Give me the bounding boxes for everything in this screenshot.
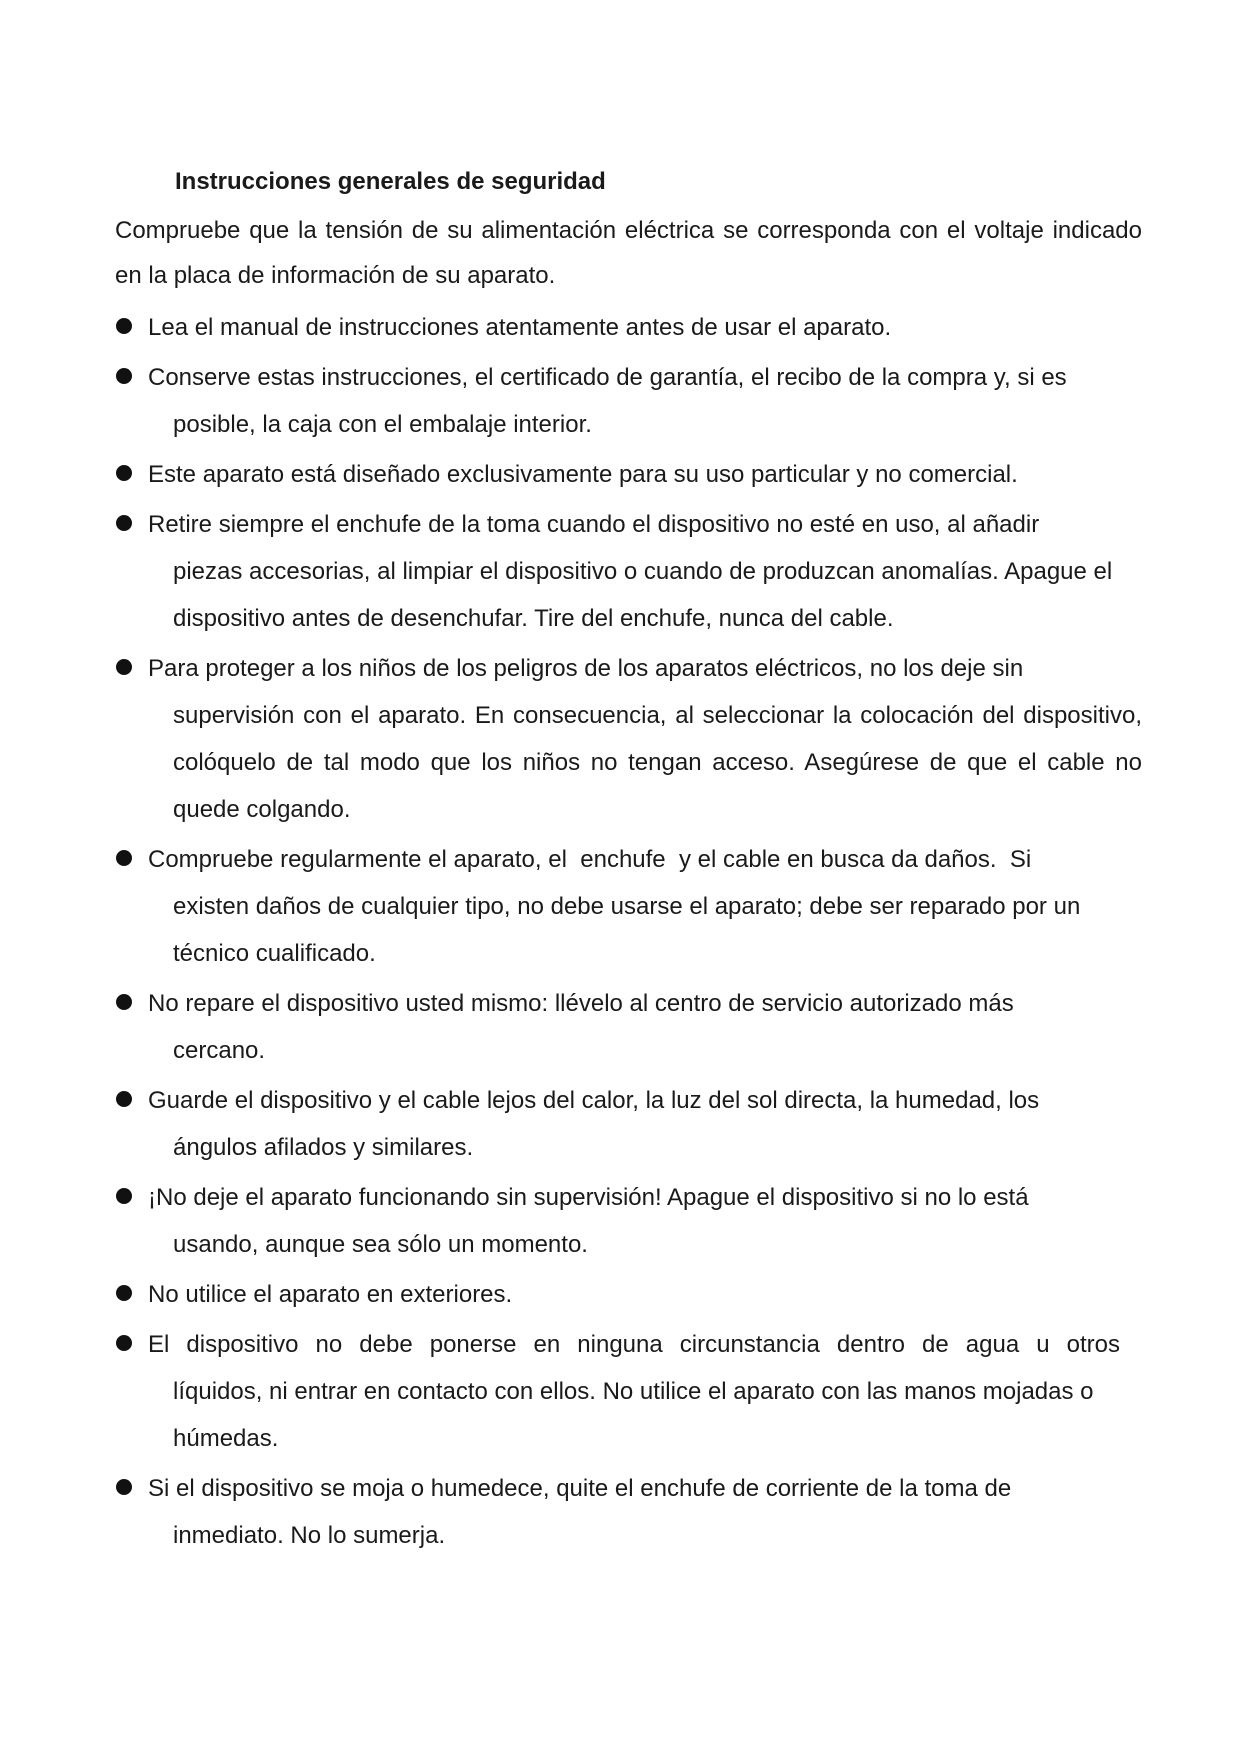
list-item-text: ¡No deje el aparato funcionando sin supervisión! Apague el dispositivo si no lo está — [148, 1184, 1029, 1211]
list-item-continuation: líquidos, ni entrar en contacto con ellos. No utilice el aparato con las manos mojadas o húmedas. — [173, 1378, 1094, 1452]
list-item-text: No utilice el aparato en exteriores. — [148, 1281, 513, 1308]
list-item-text: Lea el manual de instrucciones atentamente antes de usar el aparato. — [148, 314, 892, 341]
list-item — [115, 1465, 1142, 1559]
list-item — [115, 451, 1142, 498]
list-item — [115, 645, 1142, 833]
list-item — [115, 501, 1142, 642]
list-item — [115, 354, 1142, 448]
bullet-icon — [116, 368, 132, 384]
list-item-continuation: existen daños de cualquier tipo, no debe usarse el aparato; debe ser reparado por un técnico cualificado. — [173, 893, 1081, 967]
list-item-text: Este aparato está diseñado exclusivamente para su uso particular y no comercial. — [148, 461, 1018, 488]
document-page — [115, 160, 1142, 1562]
safety-instructions-list — [115, 304, 1142, 1559]
bullet-icon — [116, 850, 132, 866]
list-item-text: Si el dispositivo se moja o humedece, quite el enchufe de corriente de la toma de — [148, 1475, 1012, 1502]
list-item-continuation: cercano. — [173, 1037, 266, 1064]
list-item — [115, 980, 1142, 1074]
bullet-icon — [116, 1091, 132, 1107]
list-item — [115, 304, 1142, 351]
bullet-icon — [116, 465, 132, 481]
list-item-text: El dispositivo no debe ponerse en ninguna circunstancia dentro de agua u otros — [148, 1331, 1120, 1358]
bullet-icon — [116, 659, 132, 675]
list-item-text: Compruebe regularmente el aparato, el enchufe y el cable en busca da daños. Si — [148, 846, 1032, 873]
list-item-text: Guarde el dispositivo y el cable lejos del calor, la luz del sol directa, la humedad, los — [148, 1087, 1040, 1114]
list-item-continuation: piezas accesorias, al limpiar el dispositivo o cuando de produzcan anomalías. Apague el dispositivo antes de desenchufar. Tire del enchufe, nunca del cable. — [173, 558, 1113, 632]
list-item-text: Para proteger a los niños de los peligros de los aparatos eléctricos, no los deje sin — [148, 655, 1024, 682]
list-item-continuation: posible, la caja con el embalaje interior. — [173, 411, 592, 438]
bullet-icon — [116, 515, 132, 531]
bullet-icon — [116, 1188, 132, 1204]
list-item-continuation: usando, aunque sea sólo un momento. — [173, 1231, 588, 1258]
intro-paragraph: Compruebe que la tensión de su alimentación eléctrica se corresponda con el voltaje indicado en la placa de información de su aparato. — [115, 217, 1142, 289]
bullet-icon — [116, 318, 132, 334]
list-item-text: Retire siempre el enchufe de la toma cuando el dispositivo no esté en uso, al añadir — [148, 511, 1040, 538]
list-item-text: Conserve estas instrucciones, el certificado de garantía, el recibo de la compra y, si es — [148, 364, 1067, 391]
list-item — [115, 1077, 1142, 1171]
bullet-icon — [116, 1335, 132, 1351]
list-item-text: No repare el dispositivo usted mismo: llévelo al centro de servicio autorizado más — [148, 990, 1014, 1017]
bullet-icon — [116, 994, 132, 1010]
list-item — [115, 1271, 1142, 1318]
bullet-icon — [116, 1285, 132, 1301]
bullet-icon — [116, 1479, 132, 1495]
list-item — [115, 836, 1142, 977]
list-item — [115, 1321, 1142, 1462]
list-item-continuation: ángulos afilados y similares. — [173, 1134, 474, 1161]
section-title: Instrucciones generales de seguridad — [175, 168, 606, 195]
list-item-continuation: inmediato. No lo sumerja. — [173, 1522, 446, 1549]
list-item — [115, 1174, 1142, 1268]
list-item-continuation: supervisión con el aparato. En consecuencia, al seleccionar la colocación del dispositivo, colóquelo de tal modo que los niños no tengan acceso. Asegúrese de que el cable no quede colgando. — [173, 702, 1142, 823]
